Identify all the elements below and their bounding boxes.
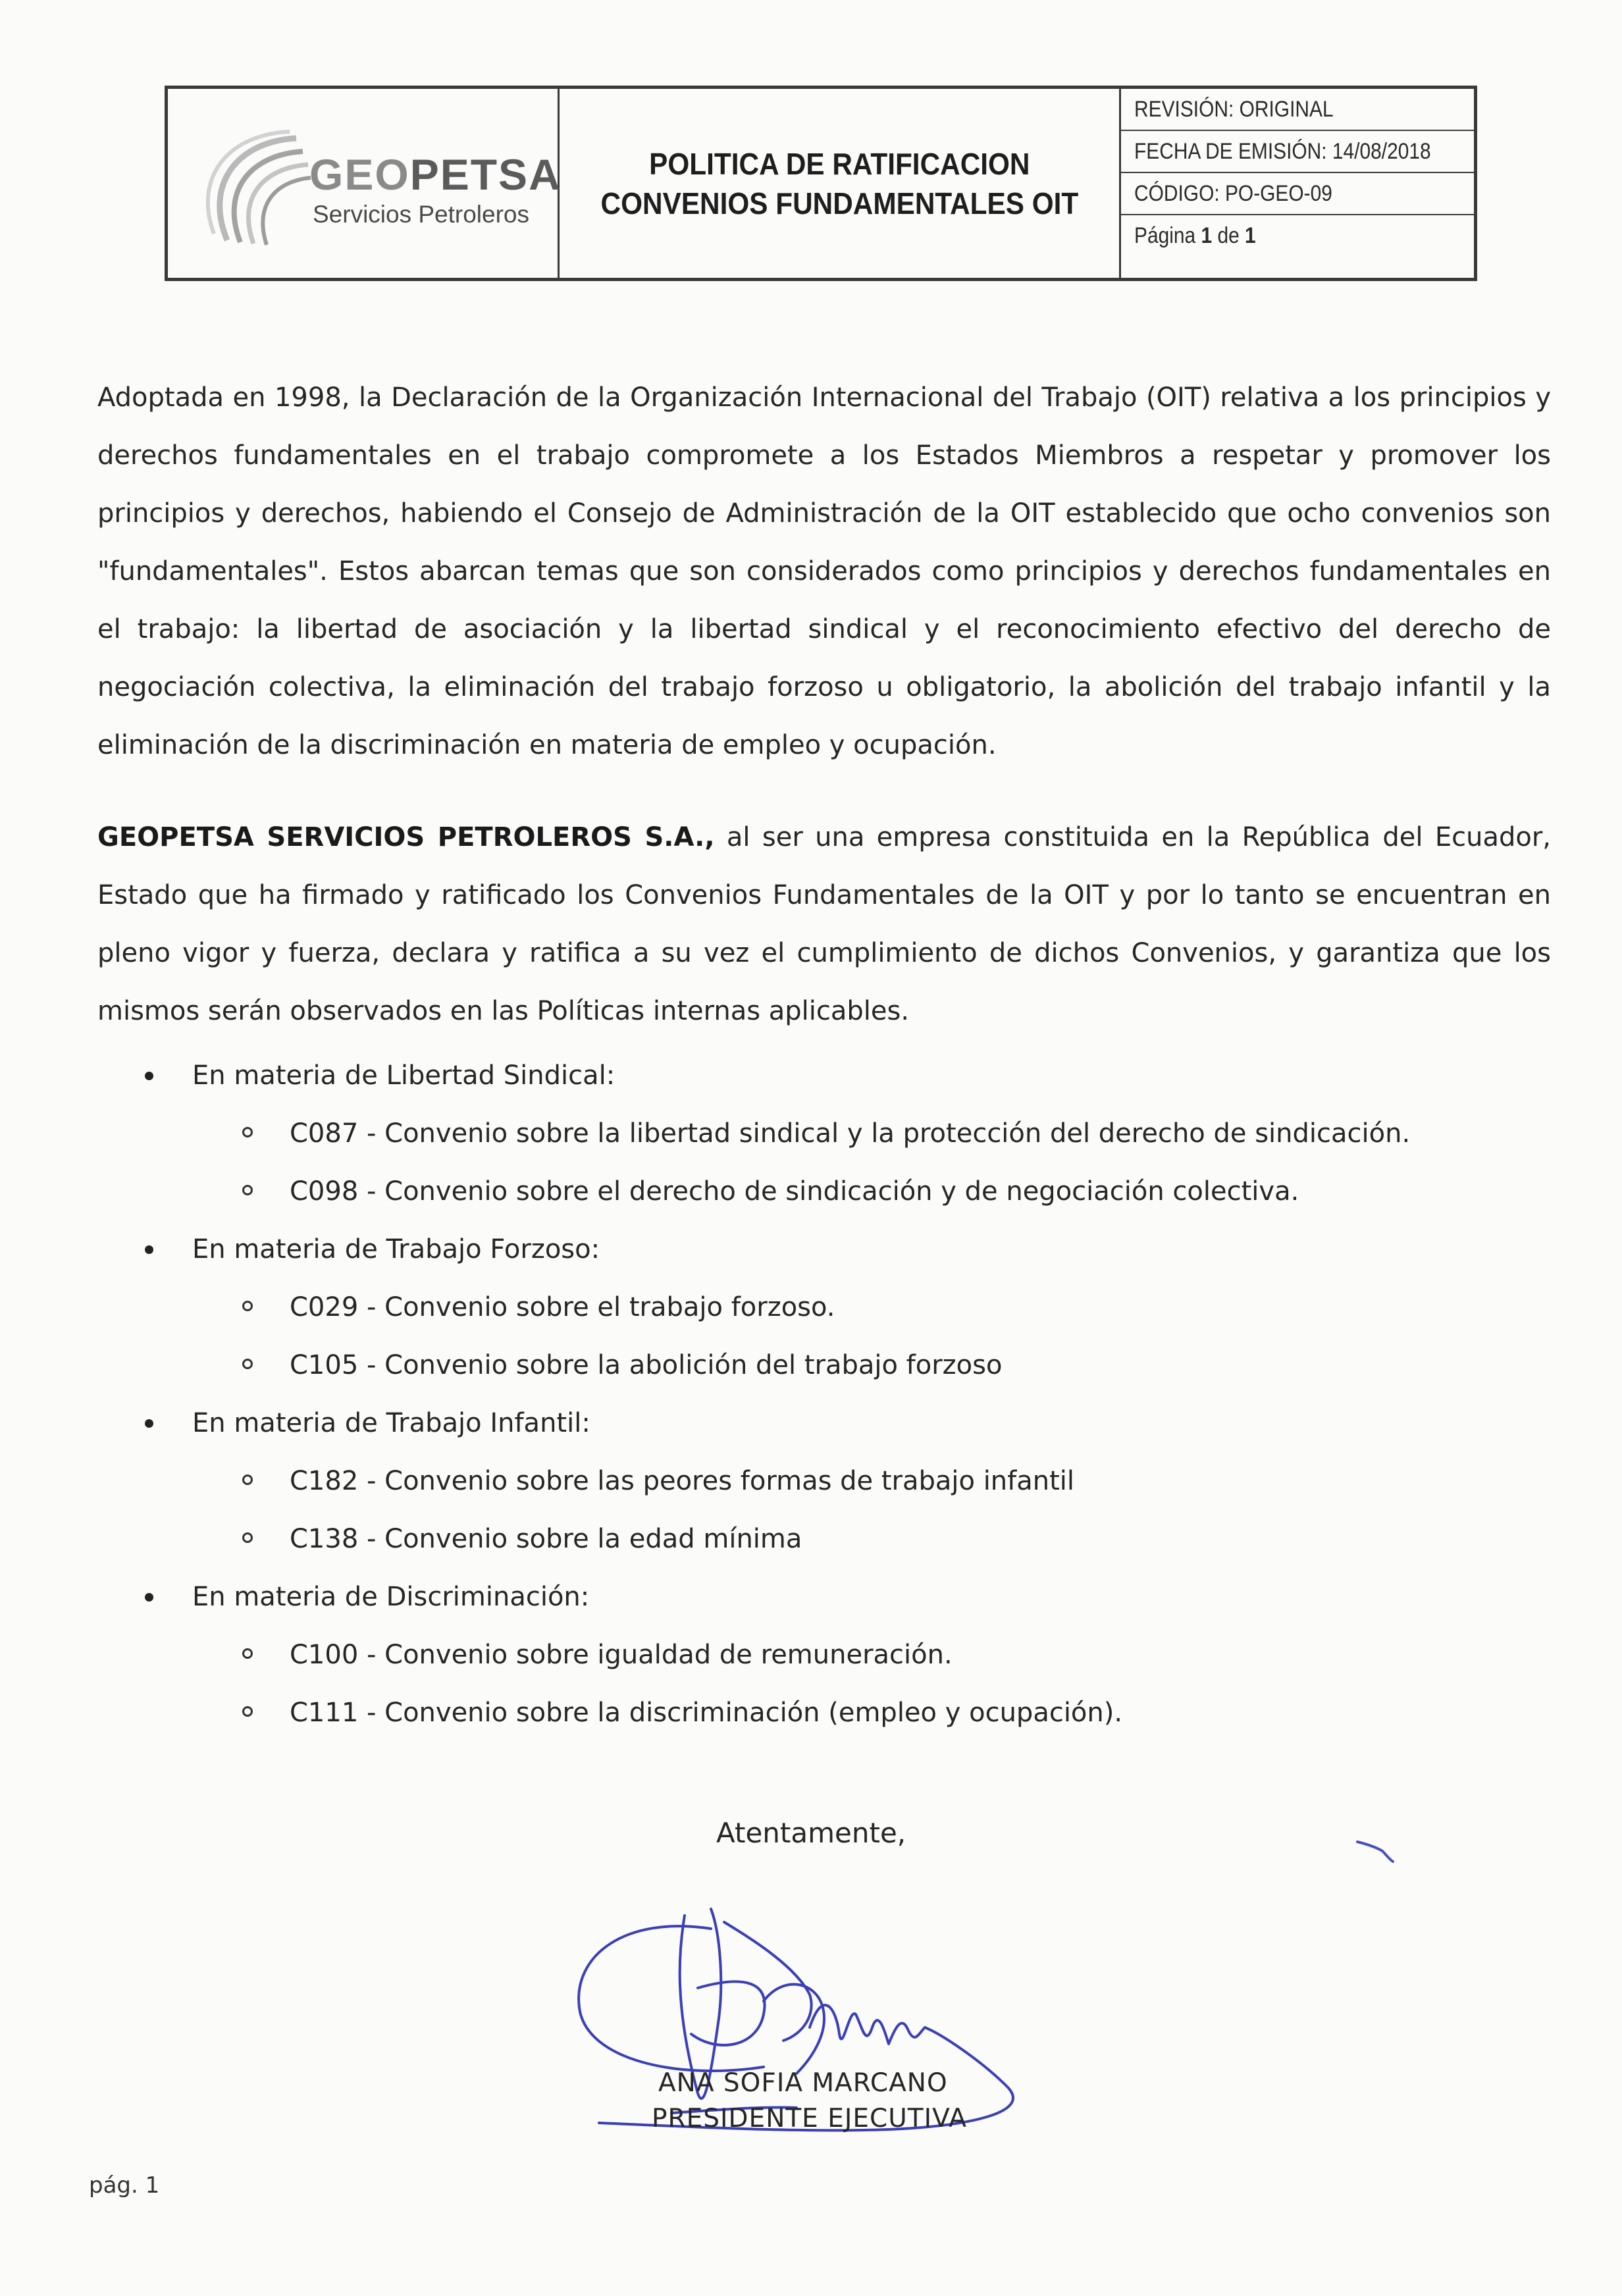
intro-paragraph: Adoptada en 1998, la Declaración de la Organización Internacional del Trabajo (OIT) relativa a los principios y derechos fundamentales en el trabajo compromete a los Estados Miembros a respetar y promover los principios y derechos, habiendo el Consejo de Administración de la OIT establecido que ocho convenios son "fundamentales". Estos abarcan temas que son considerados como principios y derechos fundamentales en el trabajo: la libertad de asociación y la libertad sindical y el reconocimiento efectivo del derecho de negociación colectiva, la eliminación del trabajo forzoso u obligatorio, la abolición del trabajo infantil y la eliminación de la discriminación en materia de empleo y ocupación. [97,382,1551,760]
section-heading: En materia de Trabajo Forzoso: [132,1220,1514,1278]
section-heading: En materia de Discriminación: [132,1568,1514,1626]
list-item: C098 - Convenio sobre el derecho de sindicación y de negociación colectiva. [132,1162,1514,1220]
document-meta [1121,89,1474,278]
company-paragraph [97,808,1551,1040]
list-item: C138 - Convenio sobre la edad mínima [132,1510,1514,1568]
company-name: GEOPETSA SERVICIOS PETROLEROS S.A., [97,822,715,852]
document-title [560,89,1121,278]
code-field: CÓDIGO: PO-GEO-09 [1121,173,1474,215]
issue-date-field: FECHA DE EMISIÓN: 14/08/2018 [1121,131,1474,173]
section-heading: En materia de Trabajo Infantil: [132,1394,1514,1452]
logo-swirl-icon [197,125,323,257]
list-item: C111 - Convenio sobre la discriminación (empleo y ocupación). [132,1684,1514,1742]
section-heading: En materia de Libertad Sindical: [132,1047,1514,1105]
company-logo [168,89,560,278]
title-line-1: POLITICA DE RATIFICACION [648,146,1030,181]
document-header [165,86,1477,281]
list-item: C087 - Convenio sobre la libertad sindical y la protección del derecho de sindicación. [132,1105,1514,1162]
revision-field: REVISIÓN: ORIGINAL [1121,89,1474,131]
signatory-name: ANA SOFIA MARCANO [658,2068,948,2098]
logo-subtitle: Servicios Petroleros [313,201,530,228]
page-number-footer: pág. 1 [89,2172,160,2199]
conventions-list [132,1047,1514,1742]
list-item: C105 - Convenio sobre la abolición del trabajo forzoso [132,1336,1514,1394]
pen-mark-icon [1356,1838,1396,1864]
logo-brand: GEOPETSA [309,150,562,199]
closing-salutation: Atentamente, [716,1817,906,1849]
list-item: C100 - Convenio sobre igualdad de remuneración. [132,1626,1514,1684]
page-field: Página 1 de 1 [1134,223,1256,248]
list-item: C182 - Convenio sobre las peores formas de trabajo infantil [132,1452,1514,1510]
title-line-2: CONVENIOS FUNDAMENTALES OIT [600,186,1078,221]
company-statement: al ser una empresa constituida en la República del Ecuador, Estado que ha firmado y ratificado los Convenios Fundamentales de la OIT y por lo tanto se encuentran en pleno vigor y fuerza, declara y ratifica a su vez el cumplimiento de dichos Convenios, y garantiza que los mismos serán observados en las Políticas internas aplicables. [97,822,1552,1026]
signatory-role: PRESIDENTE EJECUTIVA [652,2104,967,2133]
list-item: C029 - Convenio sobre el trabajo forzoso. [132,1278,1514,1336]
